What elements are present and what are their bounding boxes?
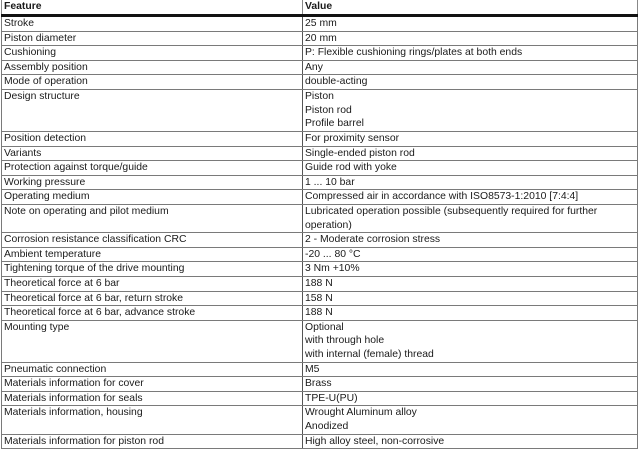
value-cell	[303, 75, 638, 90]
value-line: Single-ended piston rod	[305, 147, 415, 159]
feature-cell: Materials information for piston rod	[2, 434, 303, 449]
value-line: 3 Nm +10%	[305, 263, 360, 275]
feature-cell: Tightening torque of the drive mounting	[2, 262, 303, 277]
table-row	[2, 233, 638, 248]
value-line: double-acting	[305, 76, 368, 88]
value-line: P: Flexible cushioning rings/plates at both ends	[305, 47, 523, 59]
value-line: 1 ... 10 bar	[305, 176, 355, 188]
table-row	[2, 89, 638, 131]
value-cell	[303, 276, 638, 291]
feature-cell: Design structure	[2, 89, 303, 131]
value-cell	[303, 89, 638, 131]
table-header-row	[2, 0, 638, 16]
value-cell	[303, 377, 638, 392]
feature-cell: Note on operating and pilot medium	[2, 204, 303, 232]
table-row	[2, 75, 638, 90]
value-line: 158 N	[305, 292, 333, 304]
value-cell	[303, 60, 638, 75]
value-cell	[303, 161, 638, 176]
feature-cell: Piston diameter	[2, 31, 303, 46]
value-cell	[303, 406, 638, 434]
table-row	[2, 406, 638, 434]
table-row	[2, 362, 638, 377]
feature-cell: Materials information for cover	[2, 377, 303, 392]
feature-cell: Operating medium	[2, 190, 303, 205]
feature-cell: Assembly position	[2, 60, 303, 75]
value-cell	[303, 131, 638, 146]
table-row	[2, 291, 638, 306]
table-row	[2, 175, 638, 190]
value-line: 188 N	[305, 277, 333, 289]
value-cell	[303, 291, 638, 306]
value-cell	[303, 391, 638, 406]
specification-table	[1, 0, 638, 449]
feature-cell: Mounting type	[2, 320, 303, 362]
feature-cell: Protection against torque/guide	[2, 161, 303, 176]
value-line: Wrought Aluminum alloy	[305, 407, 417, 419]
value-cell	[303, 175, 638, 190]
feature-cell: Materials information, housing	[2, 406, 303, 434]
value-line: Piston rod	[305, 104, 352, 116]
value-cell	[303, 146, 638, 161]
table-row	[2, 161, 638, 176]
value-line: Lubricated operation possible (subsequently required for further operation)	[305, 205, 598, 231]
table-row	[2, 306, 638, 321]
column-header-value: Value	[303, 0, 638, 16]
value-line: TPE-U(PU)	[305, 392, 358, 404]
value-cell	[303, 320, 638, 362]
table-row	[2, 247, 638, 262]
value-line: with internal (female) thread	[305, 348, 434, 360]
table-row	[2, 31, 638, 46]
value-line: For proximity sensor	[305, 132, 400, 144]
table-row	[2, 16, 638, 32]
value-cell	[303, 31, 638, 46]
feature-cell: Working pressure	[2, 175, 303, 190]
value-cell	[303, 16, 638, 32]
value-line: Anodized	[305, 421, 349, 433]
table-row	[2, 131, 638, 146]
value-line: M5	[305, 363, 320, 375]
value-line: -20 ... 80 °C	[305, 248, 361, 260]
value-line: Any	[305, 61, 323, 73]
value-line: 25 mm	[305, 18, 337, 29]
value-line: Guide rod with yoke	[305, 162, 397, 174]
value-cell	[303, 204, 638, 232]
table-row	[2, 146, 638, 161]
value-cell	[303, 190, 638, 205]
feature-cell: Cushioning	[2, 46, 303, 61]
feature-cell: Mode of operation	[2, 75, 303, 90]
value-line: with through hole	[305, 335, 385, 347]
table-row	[2, 204, 638, 232]
value-cell	[303, 233, 638, 248]
value-line: 188 N	[305, 307, 333, 319]
table-row	[2, 60, 638, 75]
value-cell	[303, 434, 638, 449]
feature-cell: Corrosion resistance classification CRC	[2, 233, 303, 248]
value-cell	[303, 46, 638, 61]
table-row	[2, 190, 638, 205]
feature-cell: Theoretical force at 6 bar, advance stroke	[2, 306, 303, 321]
value-cell	[303, 247, 638, 262]
feature-cell: Variants	[2, 146, 303, 161]
value-line: Optional	[305, 321, 344, 333]
value-cell	[303, 262, 638, 277]
feature-cell: Materials information for seals	[2, 391, 303, 406]
feature-cell: Stroke	[2, 16, 303, 32]
feature-cell: Pneumatic connection	[2, 362, 303, 377]
table-row	[2, 262, 638, 277]
value-line: High alloy steel, non-corrosive	[305, 435, 445, 447]
value-line: Profile barrel	[305, 118, 364, 130]
table-row	[2, 46, 638, 61]
value-line: Piston	[305, 90, 334, 102]
table-row	[2, 320, 638, 362]
feature-cell: Ambient temperature	[2, 247, 303, 262]
feature-cell: Position detection	[2, 131, 303, 146]
table-row	[2, 391, 638, 406]
table-row	[2, 276, 638, 291]
value-line: 2 - Moderate corrosion stress	[305, 234, 441, 246]
table-row	[2, 377, 638, 392]
value-line: Compressed air in accordance with ISO8573-1:2010 [7:4:4]	[305, 191, 579, 203]
value-cell	[303, 362, 638, 377]
feature-cell: Theoretical force at 6 bar, return stroke	[2, 291, 303, 306]
value-cell	[303, 306, 638, 321]
feature-cell: Theoretical force at 6 bar	[2, 276, 303, 291]
value-line: Brass	[305, 378, 332, 390]
table-row	[2, 434, 638, 449]
column-header-feature: Feature	[2, 0, 303, 16]
value-line: 20 mm	[305, 32, 337, 44]
